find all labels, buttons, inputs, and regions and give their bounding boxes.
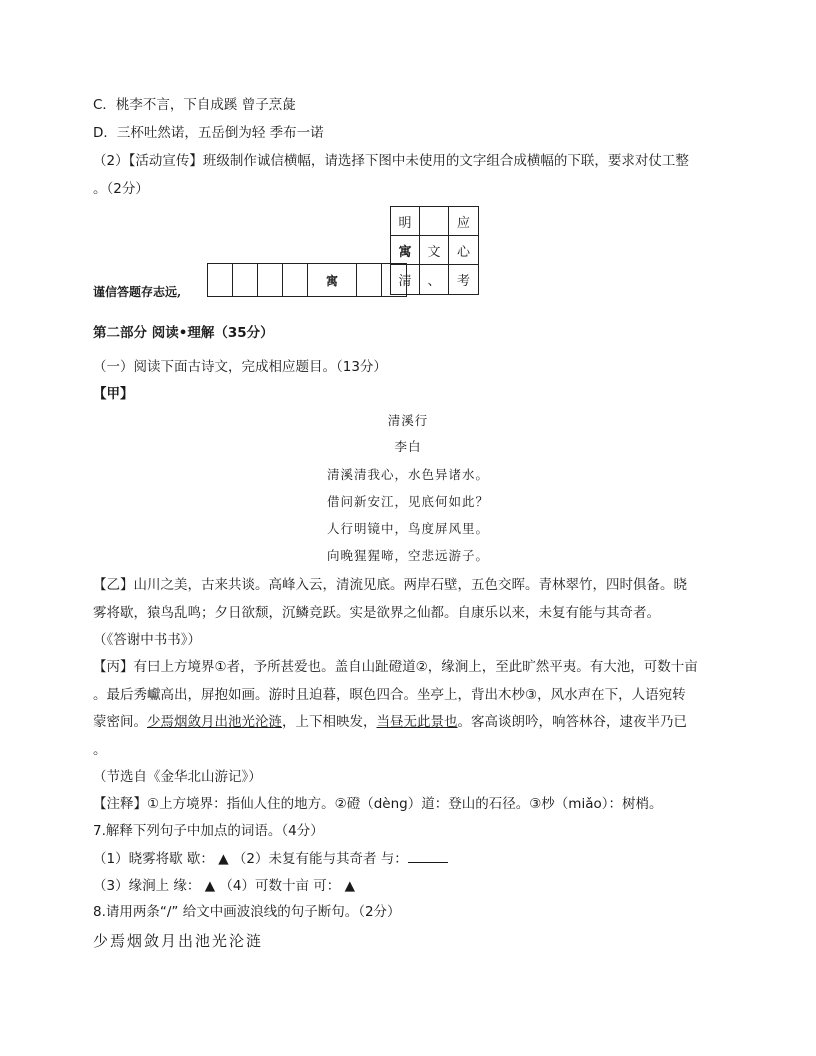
banner-cell xyxy=(233,264,258,296)
poem-line: 人行明镜中，鸟度屏风里。 xyxy=(326,521,489,536)
text: （3）缘涧上 缘： xyxy=(93,878,201,894)
wavy-underlined-sentence: 少焉烟敛月出池光沦涟 xyxy=(147,714,282,730)
poem-line: 借问新安江，见底何如此？ xyxy=(326,494,489,509)
part-2-title: 第二部分 阅读•理解（35分） xyxy=(93,325,274,341)
passage-yi-source: （《答谢中书书》） xyxy=(93,632,201,648)
underlined-sentence: 当昼无此景也 xyxy=(376,714,458,730)
label-jia: 【甲】 xyxy=(93,386,134,402)
section-1-instruction: （一）阅读下面古诗文，完成相应题目。（13分） xyxy=(93,359,387,375)
annotation-note: 【注释】①上方境界：指仙人住的地方。②磴（dèng）道：登山的石径。③杪（miǎo）：树梢。 xyxy=(93,796,663,812)
grid-cell: 清 xyxy=(391,265,420,294)
poem-author: 李白 xyxy=(394,439,422,454)
question-8-title: 8.请用两条“/” 给文中画波浪线的句子断句。（2分） xyxy=(93,904,401,920)
banner-cell xyxy=(258,264,283,296)
grid-cell: 文 xyxy=(420,236,449,265)
grid-cell: 明 xyxy=(391,207,420,236)
answer-mark: ▲ xyxy=(204,878,216,894)
banner-cell: 寓 xyxy=(308,264,357,296)
passage-bing-line4: 。 xyxy=(93,742,107,758)
text: ，上下相映发， xyxy=(282,714,377,730)
poem-title: 清溪行 xyxy=(387,413,429,428)
passage-bing-source: （节选自《金华北山游记》） xyxy=(93,769,262,785)
banner-boxes xyxy=(207,263,407,297)
answer-blank[interactable] xyxy=(408,850,448,863)
passage-yi-line2: 雾将歇，猿鸟乱鸣；夕日欲颓，沉鳞竞跃。实是欲界之仙都。自康乐以来，未复有能与其奇者。 xyxy=(93,605,660,621)
banner-cell xyxy=(357,264,382,296)
question-8-sentence: 少焉烟敛月出池光沦涟 xyxy=(93,932,264,950)
text: （2）未复有能与其奇者 与： xyxy=(232,851,408,867)
grid-cell: 考 xyxy=(456,274,470,289)
passage-bing-line3 xyxy=(93,713,687,731)
answer-mark: ▲ xyxy=(218,851,229,867)
question-7-row2 xyxy=(93,877,355,895)
question-2-line1: （2）【活动宣传】班级制作诚信横幅，请选择下图中未使用的文字组合成横幅的下联，要求对仗工整 xyxy=(93,153,689,169)
character-grid xyxy=(390,206,479,295)
question-7-row1 xyxy=(93,850,448,868)
text: （1）晓雾将歇 歇： xyxy=(93,851,214,867)
question-2-line2: 。（2分） xyxy=(93,181,149,197)
passage-yi-line1: 【乙】山川之美，古来共谈。高峰入云，清流见底。两岸石壁，五色交晖。青林翠竹，四时俱备。晓 xyxy=(93,577,687,593)
text: 蒙密间。 xyxy=(93,714,147,730)
banner-label: 谨信答题存志远, xyxy=(93,285,182,299)
question-7-title: 7.解释下列句子中加点的词语。（4分） xyxy=(93,823,324,839)
poem-line: 清溪清我心，水色异诸水。 xyxy=(326,467,489,482)
passage-bing-line2: 。最后秀巘高出，屏抱如画。游时且迫暮，暝色四合。坐亭上，背出木杪③，风水声在下，人语宛转 xyxy=(93,687,686,703)
option-c: C．桃李不言，下自成蹊 曾子烹彘 xyxy=(93,97,296,113)
grid-cell xyxy=(420,207,449,236)
banner-cell xyxy=(283,264,308,296)
answer-mark: ▲ xyxy=(344,878,355,894)
grid-cell: 应 xyxy=(449,207,478,236)
grid-cell: 、 xyxy=(420,265,449,294)
grid-cell: 寓 xyxy=(391,236,420,265)
poem-line: 向晚猩猩啼，空悲远游子。 xyxy=(326,548,489,563)
text: （4）可数十亩 可： xyxy=(219,878,341,894)
text: 。客高谈朗吟，响答林谷，逮夜半乃已 xyxy=(457,714,687,730)
option-d: D．三杯吐然诺，五岳倒为轻 季布一诺 xyxy=(93,125,324,141)
grid-cell: 心 xyxy=(449,236,478,265)
passage-bing-line1: 【丙】有曰上方境界①者，予所甚爱也。盖自山趾磴道②，缘涧上，至此旷然平夷。有大池，可数十亩 xyxy=(93,659,698,675)
banner-cell xyxy=(208,264,233,296)
